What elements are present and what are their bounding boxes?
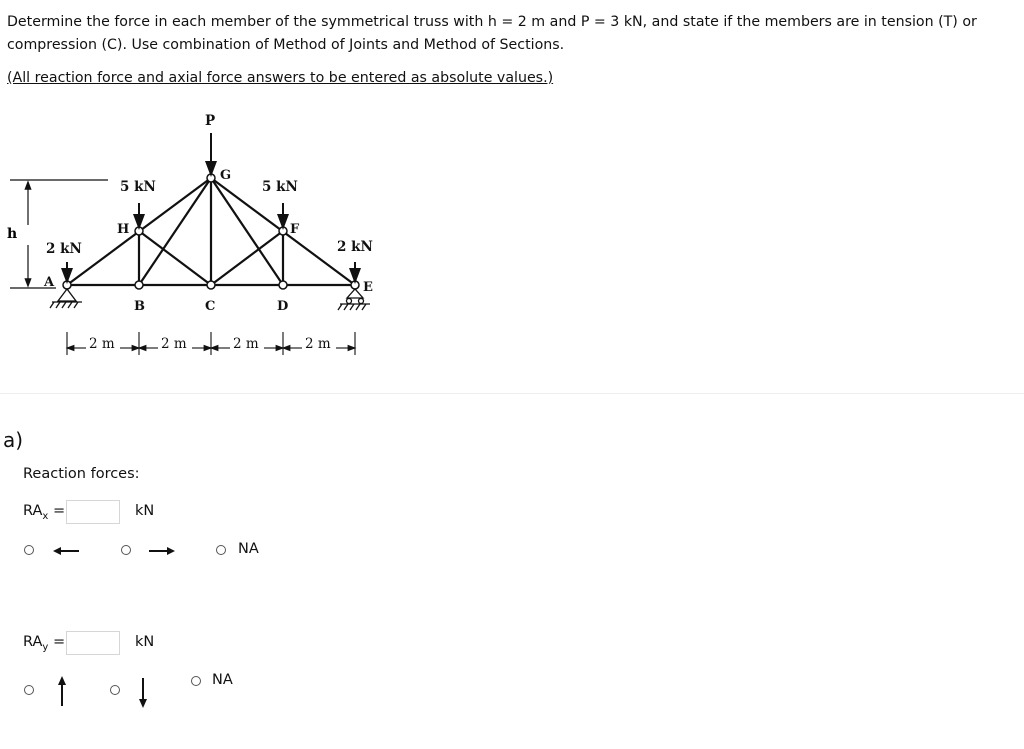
node-label-h: H (117, 222, 130, 237)
down-arrow-icon (137, 677, 149, 709)
node-label-g: G (220, 168, 232, 183)
right-arrow-icon (148, 545, 176, 557)
joint-c (207, 281, 215, 289)
node-label-d: D (277, 299, 289, 314)
span-label-3: 2 m (233, 336, 259, 352)
ray-option-up-radio[interactable] (24, 685, 34, 695)
span-label-1: 2 m (89, 336, 115, 352)
ray-input[interactable] (66, 631, 120, 655)
rax-option-na-radio[interactable] (216, 545, 226, 555)
part-a-label: a) (3, 428, 24, 452)
ray-option-na-radio[interactable] (191, 676, 201, 686)
up-arrow-icon (56, 675, 68, 707)
joint-b (135, 281, 143, 289)
ray-label: $RA_y$ = (23, 634, 66, 653)
joint-d (279, 281, 287, 289)
truss-members (67, 178, 355, 285)
question-prompt: Determine the force in each member of the symmetrical truss with h = 2 m and P = 3 kN, and state if the members are in tension (T) or compression (C). Use combination of Method of Joints and Method of Sections. (7, 14, 977, 53)
joint-h (135, 227, 143, 235)
left-arrow-icon (52, 545, 80, 557)
rax-option-right-radio[interactable] (121, 545, 131, 555)
ray-option-down-radio[interactable] (110, 685, 120, 695)
truss-figure (0, 105, 420, 370)
ray-unit: kN (135, 634, 155, 650)
rax-option-na-label: NA (238, 541, 259, 557)
load-label-left-inner: 5 kN (120, 179, 156, 195)
node-label-f: F (290, 222, 300, 237)
span-label-4: 2 m (305, 336, 331, 352)
absolute-values-note: (All reaction force and axial force answers to be entered as absolute values.) (7, 70, 554, 86)
pin-support (50, 289, 82, 308)
node-label-b: B (134, 299, 145, 314)
load-label-right-outer: 2 kN (337, 239, 373, 255)
rax-option-left-radio[interactable] (24, 545, 34, 555)
joint-e (351, 281, 359, 289)
ray-option-na-label: NA (212, 672, 233, 688)
load-label-right-inner: 5 kN (262, 179, 298, 195)
height-dimension (10, 180, 108, 288)
rax-input[interactable] (66, 500, 120, 524)
rax-unit: kN (135, 503, 155, 519)
node-label-a: A (44, 275, 55, 290)
joint-f (279, 227, 287, 235)
node-label-e: E (363, 280, 373, 295)
load-p-label: P (205, 113, 216, 129)
load-label-left-outer: 2 kN (46, 241, 82, 257)
span-label-2: 2 m (161, 336, 187, 352)
node-label-c: C (205, 299, 216, 314)
rax-label: $RA_x$ = (23, 503, 66, 522)
section-divider (0, 393, 1024, 394)
height-label: h (7, 226, 18, 242)
joint-g (207, 174, 215, 182)
reaction-forces-heading: Reaction forces: (23, 466, 140, 482)
joint-a (63, 281, 71, 289)
